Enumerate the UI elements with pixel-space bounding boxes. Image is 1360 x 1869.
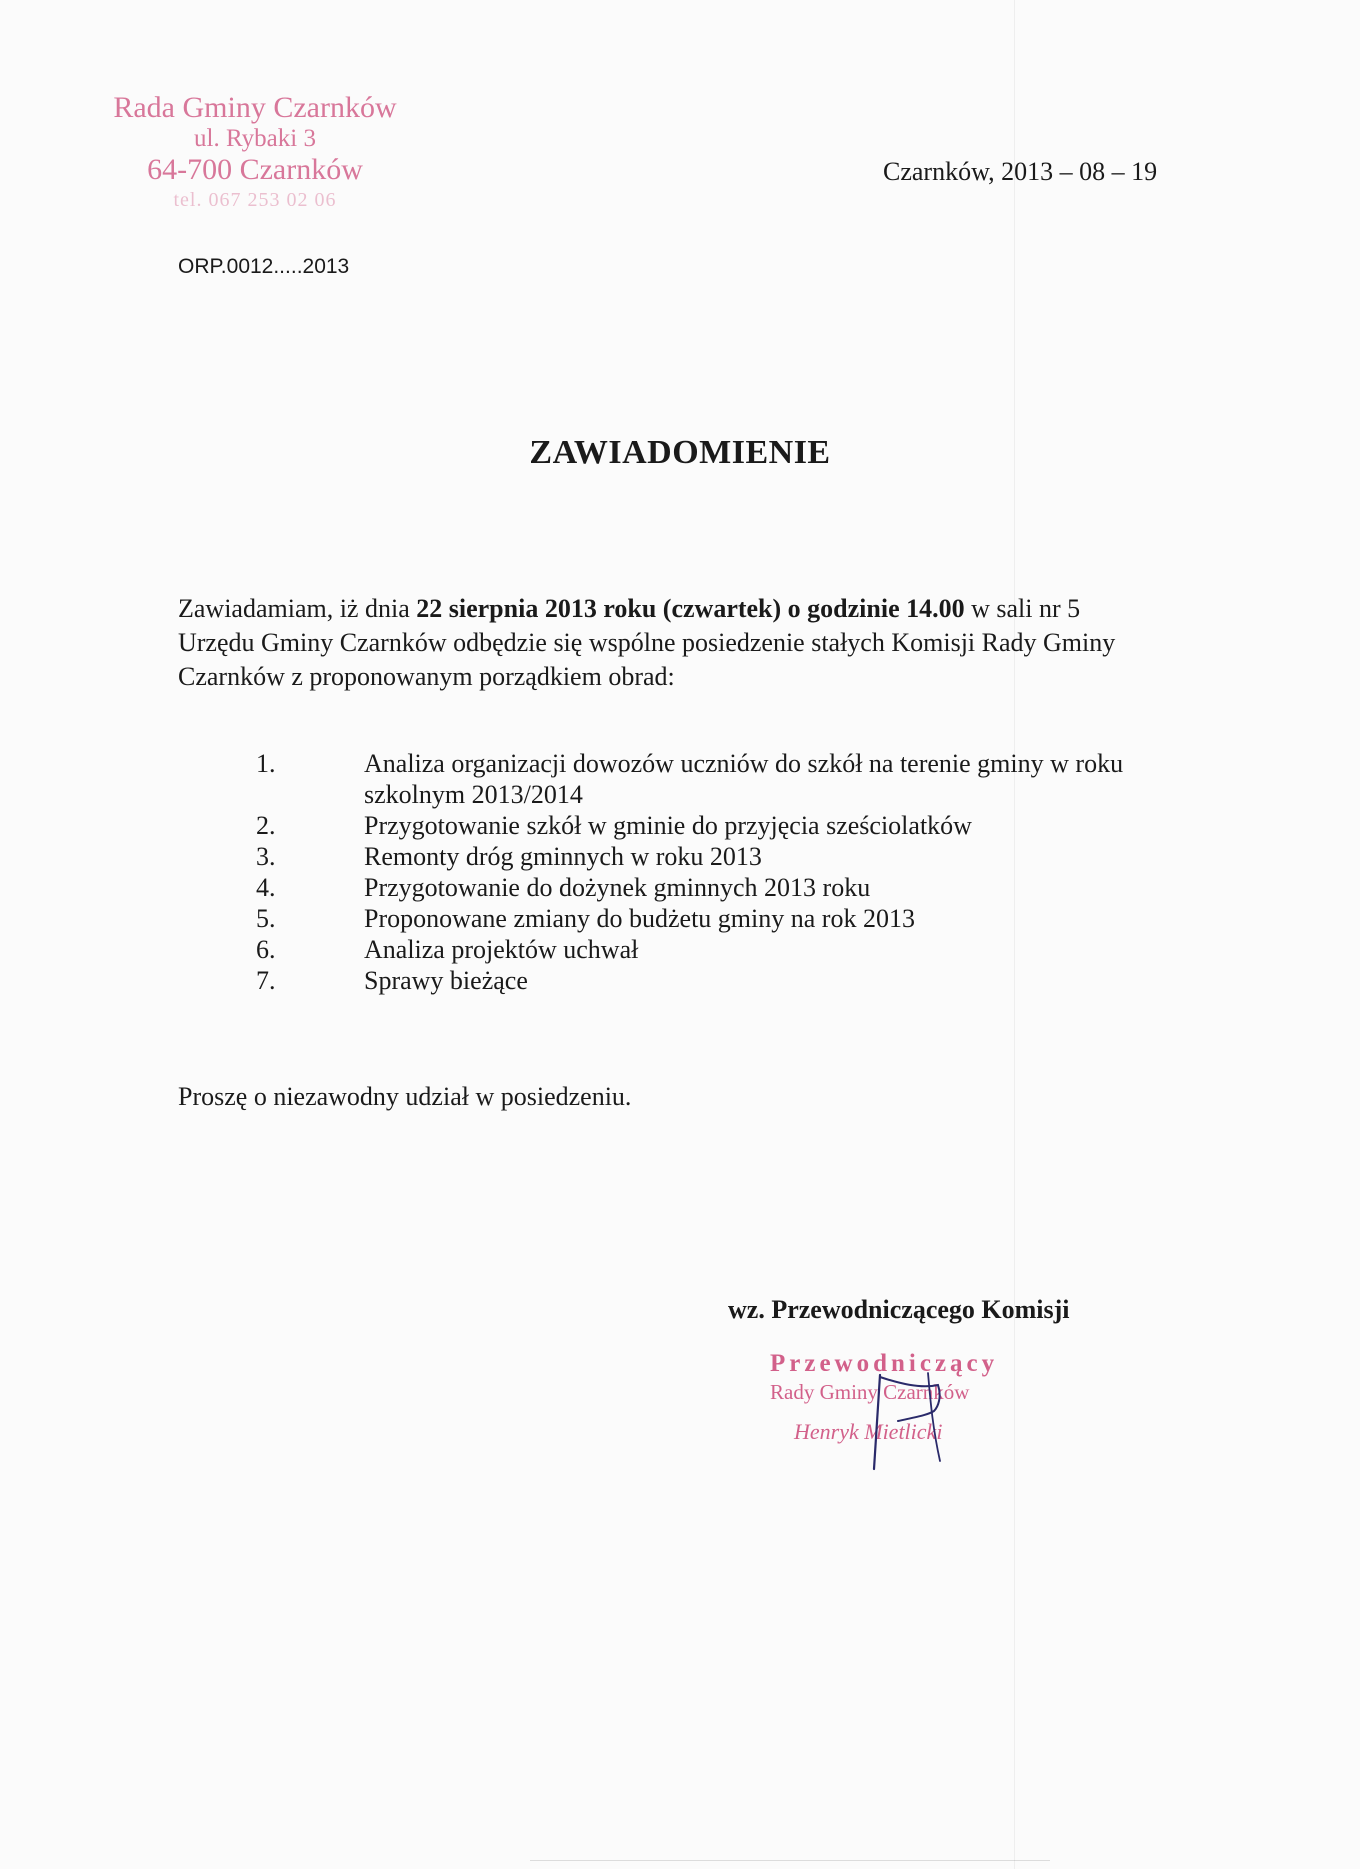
closing-sentence: Proszę o niezawodny udział w posiedzeniu. xyxy=(178,1082,632,1111)
scan-edge-line xyxy=(530,1860,1050,1861)
notice-date-time: 22 sierpnia 2013 roku (czwartek) o godzinie 14.00 xyxy=(416,594,965,623)
agenda-item xyxy=(256,841,1156,872)
agenda-item-text: Proponowane zmiany do budżetu gminy na rok 2013 xyxy=(364,904,915,933)
agenda-item xyxy=(256,748,1156,810)
signer-title: wz. Przewodniczącego Komisji xyxy=(728,1295,1070,1324)
agenda-item-number: 4. xyxy=(256,873,276,902)
stamp-council-name: Rada Gminy Czarnków xyxy=(113,91,397,124)
agenda-item-text: Analiza organizacji dowozów uczniów do szkół na terenie gminy w roku szkolnym 2013/2014 xyxy=(364,749,1124,809)
agenda-item-number: 7. xyxy=(256,966,276,995)
notice-paragraph xyxy=(178,592,1158,694)
stamp-position: Przewodniczący xyxy=(770,1350,999,1377)
agenda-item-text: Sprawy bieżące xyxy=(364,966,528,995)
agenda-item-number: 5. xyxy=(256,904,276,933)
agenda-item xyxy=(256,810,1156,841)
notice-text-end: w sali nr 5 Urzędu Gminy Czarnków odbędzie się wspólne posiedzenie stałych Komisji Rady Gminy Czarnków z proponowanym porządkiem obrad: xyxy=(178,594,1116,691)
document-title: ZAWIADOMIENIE xyxy=(529,434,831,471)
document-date: Czarnków, 2013 – 08 – 19 xyxy=(883,157,1158,186)
stamp-signer-name: Henryk Mietlicki xyxy=(794,1419,943,1444)
stamp-postal-city: 64-700 Czarnków xyxy=(147,153,363,186)
agenda-item-text: Remonty dróg gminnych w roku 2013 xyxy=(364,842,762,871)
handwritten-signature xyxy=(858,1365,968,1475)
stamp-council: Rady Gminy Czarnków xyxy=(770,1380,970,1404)
reference-number: ORP.0012.....2013 xyxy=(178,255,350,278)
stamp-phone: tel. 067 253 02 06 xyxy=(173,189,337,211)
agenda-item xyxy=(256,872,1156,903)
notice-text-start: Zawiadamiam, iż dnia xyxy=(178,594,417,623)
agenda-list xyxy=(256,748,1156,996)
agenda-item xyxy=(256,934,1156,965)
stamp-street: ul. Rybaki 3 xyxy=(194,125,316,152)
agenda-item-text: Analiza projektów uchwał xyxy=(364,935,639,964)
agenda-item-text: Przygotowanie do dożynek gminnych 2013 roku xyxy=(364,873,871,902)
agenda-item xyxy=(256,903,1156,934)
agenda-item-number: 3. xyxy=(256,842,276,871)
agenda-item xyxy=(256,965,1156,996)
agenda-item-number: 2. xyxy=(256,811,276,840)
agenda-item-number: 1. xyxy=(256,749,276,778)
agenda-item-number: 6. xyxy=(256,935,276,964)
agenda-item-text: Przygotowanie szkół w gminie do przyjęcia sześciolatków xyxy=(364,811,972,840)
council-address-stamp xyxy=(95,92,415,216)
